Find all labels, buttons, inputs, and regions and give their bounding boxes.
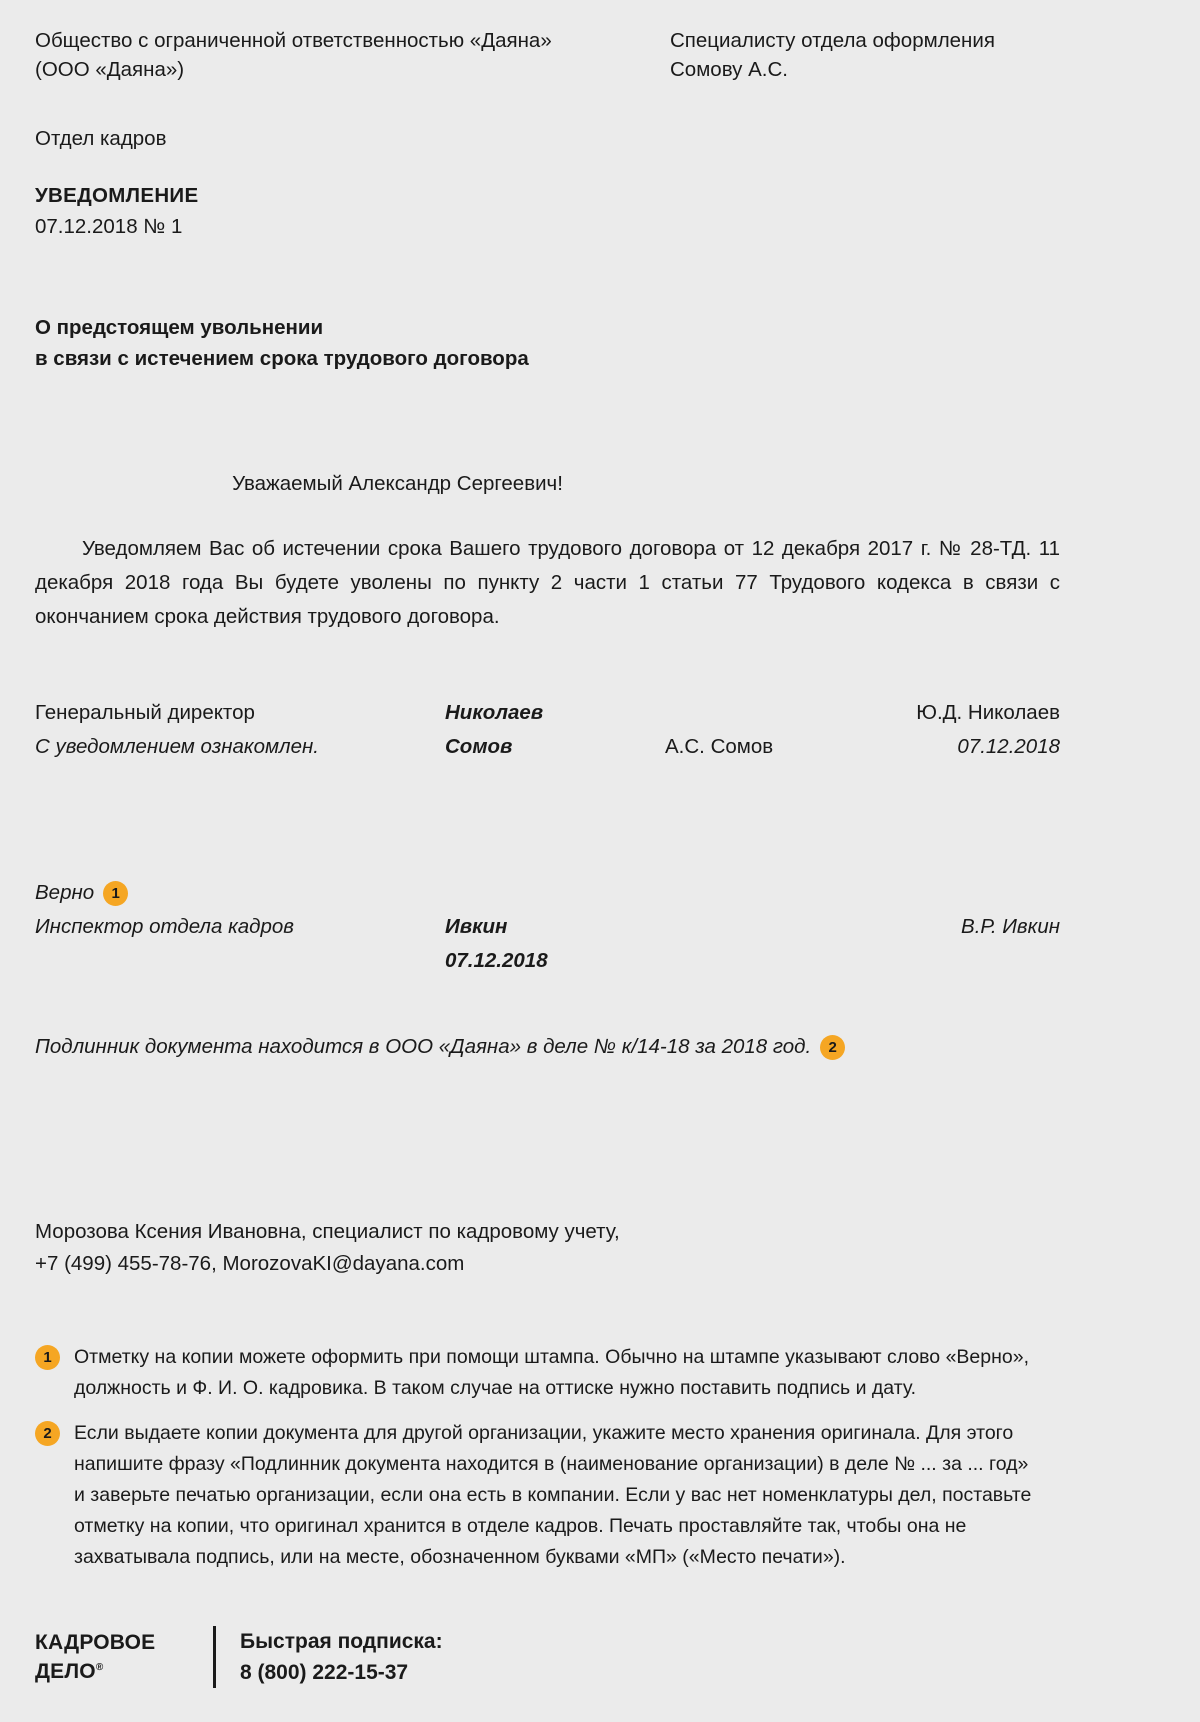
footnote-marker-1[interactable]: 1 bbox=[103, 881, 128, 906]
acknowledgement-signature: Сомов bbox=[445, 735, 513, 758]
footnote-badge-2: 2 bbox=[35, 1421, 60, 1446]
brand-logo-line-2: ДЕЛО bbox=[35, 1660, 96, 1683]
footnote-marker-2[interactable]: 2 bbox=[820, 1035, 845, 1060]
acknowledgement-label: С уведомлением ознакомлен. bbox=[35, 735, 319, 758]
original-location-line bbox=[35, 1030, 1060, 1064]
subject-line-1: О предстоящем увольнении bbox=[35, 316, 324, 339]
document-subject bbox=[35, 312, 1060, 374]
certification-verno-line bbox=[35, 876, 1060, 910]
signature-row-acknowledgement bbox=[35, 730, 1060, 764]
organization-name-full: Общество с ограниченной ответственностью «Даяна» bbox=[35, 29, 552, 52]
certification-signature-row bbox=[35, 910, 1060, 944]
footnotes-list bbox=[35, 1342, 1060, 1573]
contact-details: +7 (499) 455-78-76, MorozovaKI@dayana.com bbox=[35, 1252, 465, 1275]
department-label: Отдел кадров bbox=[35, 127, 167, 150]
certification-block bbox=[35, 876, 1060, 978]
brand-logo-line-1: КАДРОВОЕ bbox=[35, 1631, 156, 1654]
brand-logo-line-2-wrap bbox=[35, 1655, 213, 1684]
contact-person: Морозова Ксения Ивановна, специалист по кадровому учету, bbox=[35, 1220, 620, 1243]
organization-block bbox=[35, 26, 625, 84]
subscribe-label: Быстрая подписка: bbox=[240, 1630, 443, 1653]
footnote-badge-1: 1 bbox=[35, 1345, 60, 1370]
signature-block bbox=[35, 696, 1060, 764]
certification-verno-label: Верно bbox=[35, 881, 95, 904]
document-date-number: 07.12.2018 № 1 bbox=[35, 215, 183, 238]
original-location-text: Подлинник документа находится в ООО «Даяна» в деле № к/14-18 за 2018 год. bbox=[35, 1035, 812, 1058]
inspector-signature: Ивкин bbox=[445, 915, 508, 938]
director-signature: Николаев bbox=[445, 701, 544, 724]
brand-logo bbox=[35, 1630, 213, 1684]
greeting-line: Уважаемый Александр Сергеевич! bbox=[232, 472, 563, 495]
certification-date: 07.12.2018 bbox=[445, 949, 548, 972]
subscribe-phone: 8 (800) 222-15-37 bbox=[240, 1661, 409, 1684]
inspector-name: В.Р. Ивкин bbox=[961, 915, 1060, 938]
subject-line-2: в связи с истечением срока трудового договора bbox=[35, 347, 529, 370]
footnote-item bbox=[35, 1418, 1060, 1573]
director-name: Ю.Д. Николаев bbox=[916, 701, 1060, 724]
footer-brand bbox=[35, 1626, 443, 1688]
document-header bbox=[35, 0, 1060, 84]
acknowledgement-date: 07.12.2018 bbox=[957, 735, 1060, 758]
body-paragraph: Уведомляем Вас об истечении срока Вашего трудового договора от 12 декабря 2017 г. № 28-ТД. 11 декабря 2018 года Вы будете уволены по пункту 2 части 1 статьи 77 Трудового кодекса в связи с окончанием срока действия трудового договора. bbox=[35, 537, 1060, 628]
contact-block bbox=[35, 1216, 1060, 1280]
footnote-item bbox=[35, 1342, 1060, 1404]
addressee-name: Сомову А.С. bbox=[670, 58, 788, 81]
addressee-block bbox=[660, 26, 1060, 84]
signature-row-director bbox=[35, 696, 1060, 730]
inspector-position: Инспектор отдела кадров bbox=[35, 915, 295, 938]
director-position: Генеральный директор bbox=[35, 701, 255, 724]
organization-name-short: (ООО «Даяна») bbox=[35, 58, 185, 81]
brand-divider bbox=[213, 1626, 216, 1688]
document-body bbox=[35, 0, 1060, 1587]
acknowledgement-name: А.С. Сомов bbox=[665, 735, 774, 758]
addressee-position: Специалисту отдела оформления bbox=[670, 29, 995, 52]
footnote-text-1: Отметку на копии можете оформить при помощи штампа. Обычно на штампе указывают слово «Верно», должность и Ф. И. О. кадровика. В таком случае на оттиске нужно поставить подпись и дату. bbox=[74, 1346, 1029, 1399]
subscribe-block bbox=[240, 1626, 443, 1688]
footnote-text-2: Если выдаете копии документа для другой организации, укажите место хранения оригинала. Для этого напишите фразу «Подлинник документа находится в (наименование организации) в деле № ... за ... год» и заверьте печатью организации, если она есть в компании. Если у вас нет номенклатуры дел, поставьте отметку на копии, что оригинал хранится в отделе кадров. Печать проставляйте так, чтобы она не захватывала подпись, или на месте, обозначенном буквами «МП» («Место печати»). bbox=[74, 1422, 1032, 1568]
document-type-title: УВЕДОМЛЕНИЕ bbox=[35, 184, 199, 207]
registered-mark-icon: ® bbox=[95, 1662, 104, 1673]
